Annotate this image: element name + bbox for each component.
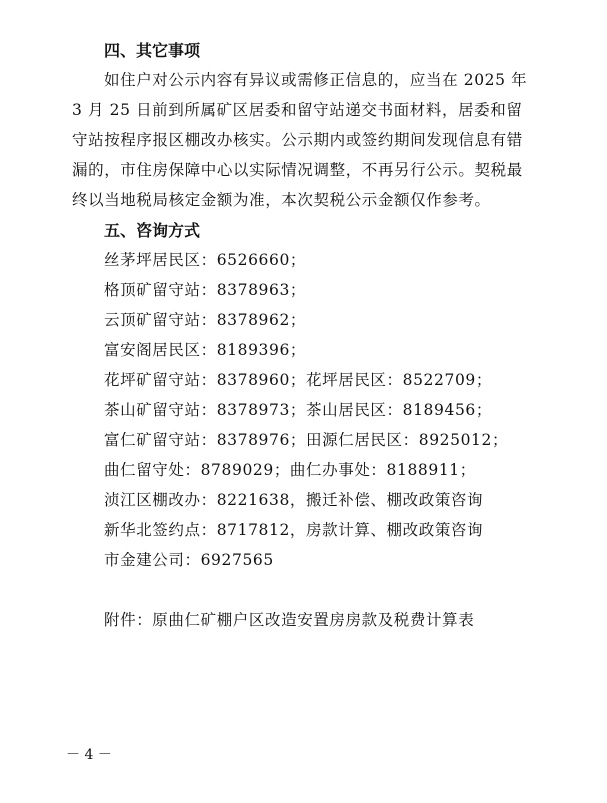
contact-line: 茶山矿留守站：8378973；茶山居民区：8189456； <box>104 401 492 419</box>
section-4-heading: 四、其它事项 <box>104 41 201 60</box>
attachment-note: 附件：原曲仁矿棚户区改造安置房房款及税费计算表 <box>104 611 475 629</box>
contact-line: 云顶矿留守站：8378962； <box>104 311 307 329</box>
section-4-line-5: 终以当地税局核定金额为准，本次契税公示金额仅作参考。 <box>72 191 491 209</box>
section-4-line-1: 如住户对公示内容有异议或需修正信息的，应当在 2025 年 <box>104 71 528 89</box>
contact-line: 市金建公司：6927565 <box>104 551 274 569</box>
contact-line: 曲仁留守处：8789029；曲仁办事处：8188911； <box>104 461 476 479</box>
section-5-heading: 五、咨询方式 <box>104 221 201 240</box>
contact-line: 丝茅坪居民区：6526660； <box>104 251 307 269</box>
page-number: － 4 － <box>66 747 112 763</box>
contact-line: 新华北签约点：8717812，房款计算、棚改政策咨询 <box>104 521 484 539</box>
section-4-line-2: 3 月 25 日前到所属矿区居委和留守站递交书面材料，居委和留 <box>72 101 523 119</box>
contact-line: 富安阁居民区：8189396； <box>104 341 307 359</box>
contact-line: 花坪矿留守站：8378960；花坪居民区：8522709； <box>104 371 492 389</box>
contact-line: 浈江区棚改办：8221638，搬迁补偿、棚改政策咨询 <box>104 491 484 509</box>
section-4-line-4: 漏的，市住房保障中心以实际情况调整，不再另行公示。契税最 <box>72 161 523 179</box>
section-4-line-3: 守站按程序报区棚改办核实。公示期内或签约期间发现信息有错 <box>72 131 523 149</box>
contact-line: 格顶矿留守站：8378963； <box>104 281 307 299</box>
contact-line: 富仁矿留守站：8378976；田源仁居民区：8925012； <box>104 431 509 449</box>
